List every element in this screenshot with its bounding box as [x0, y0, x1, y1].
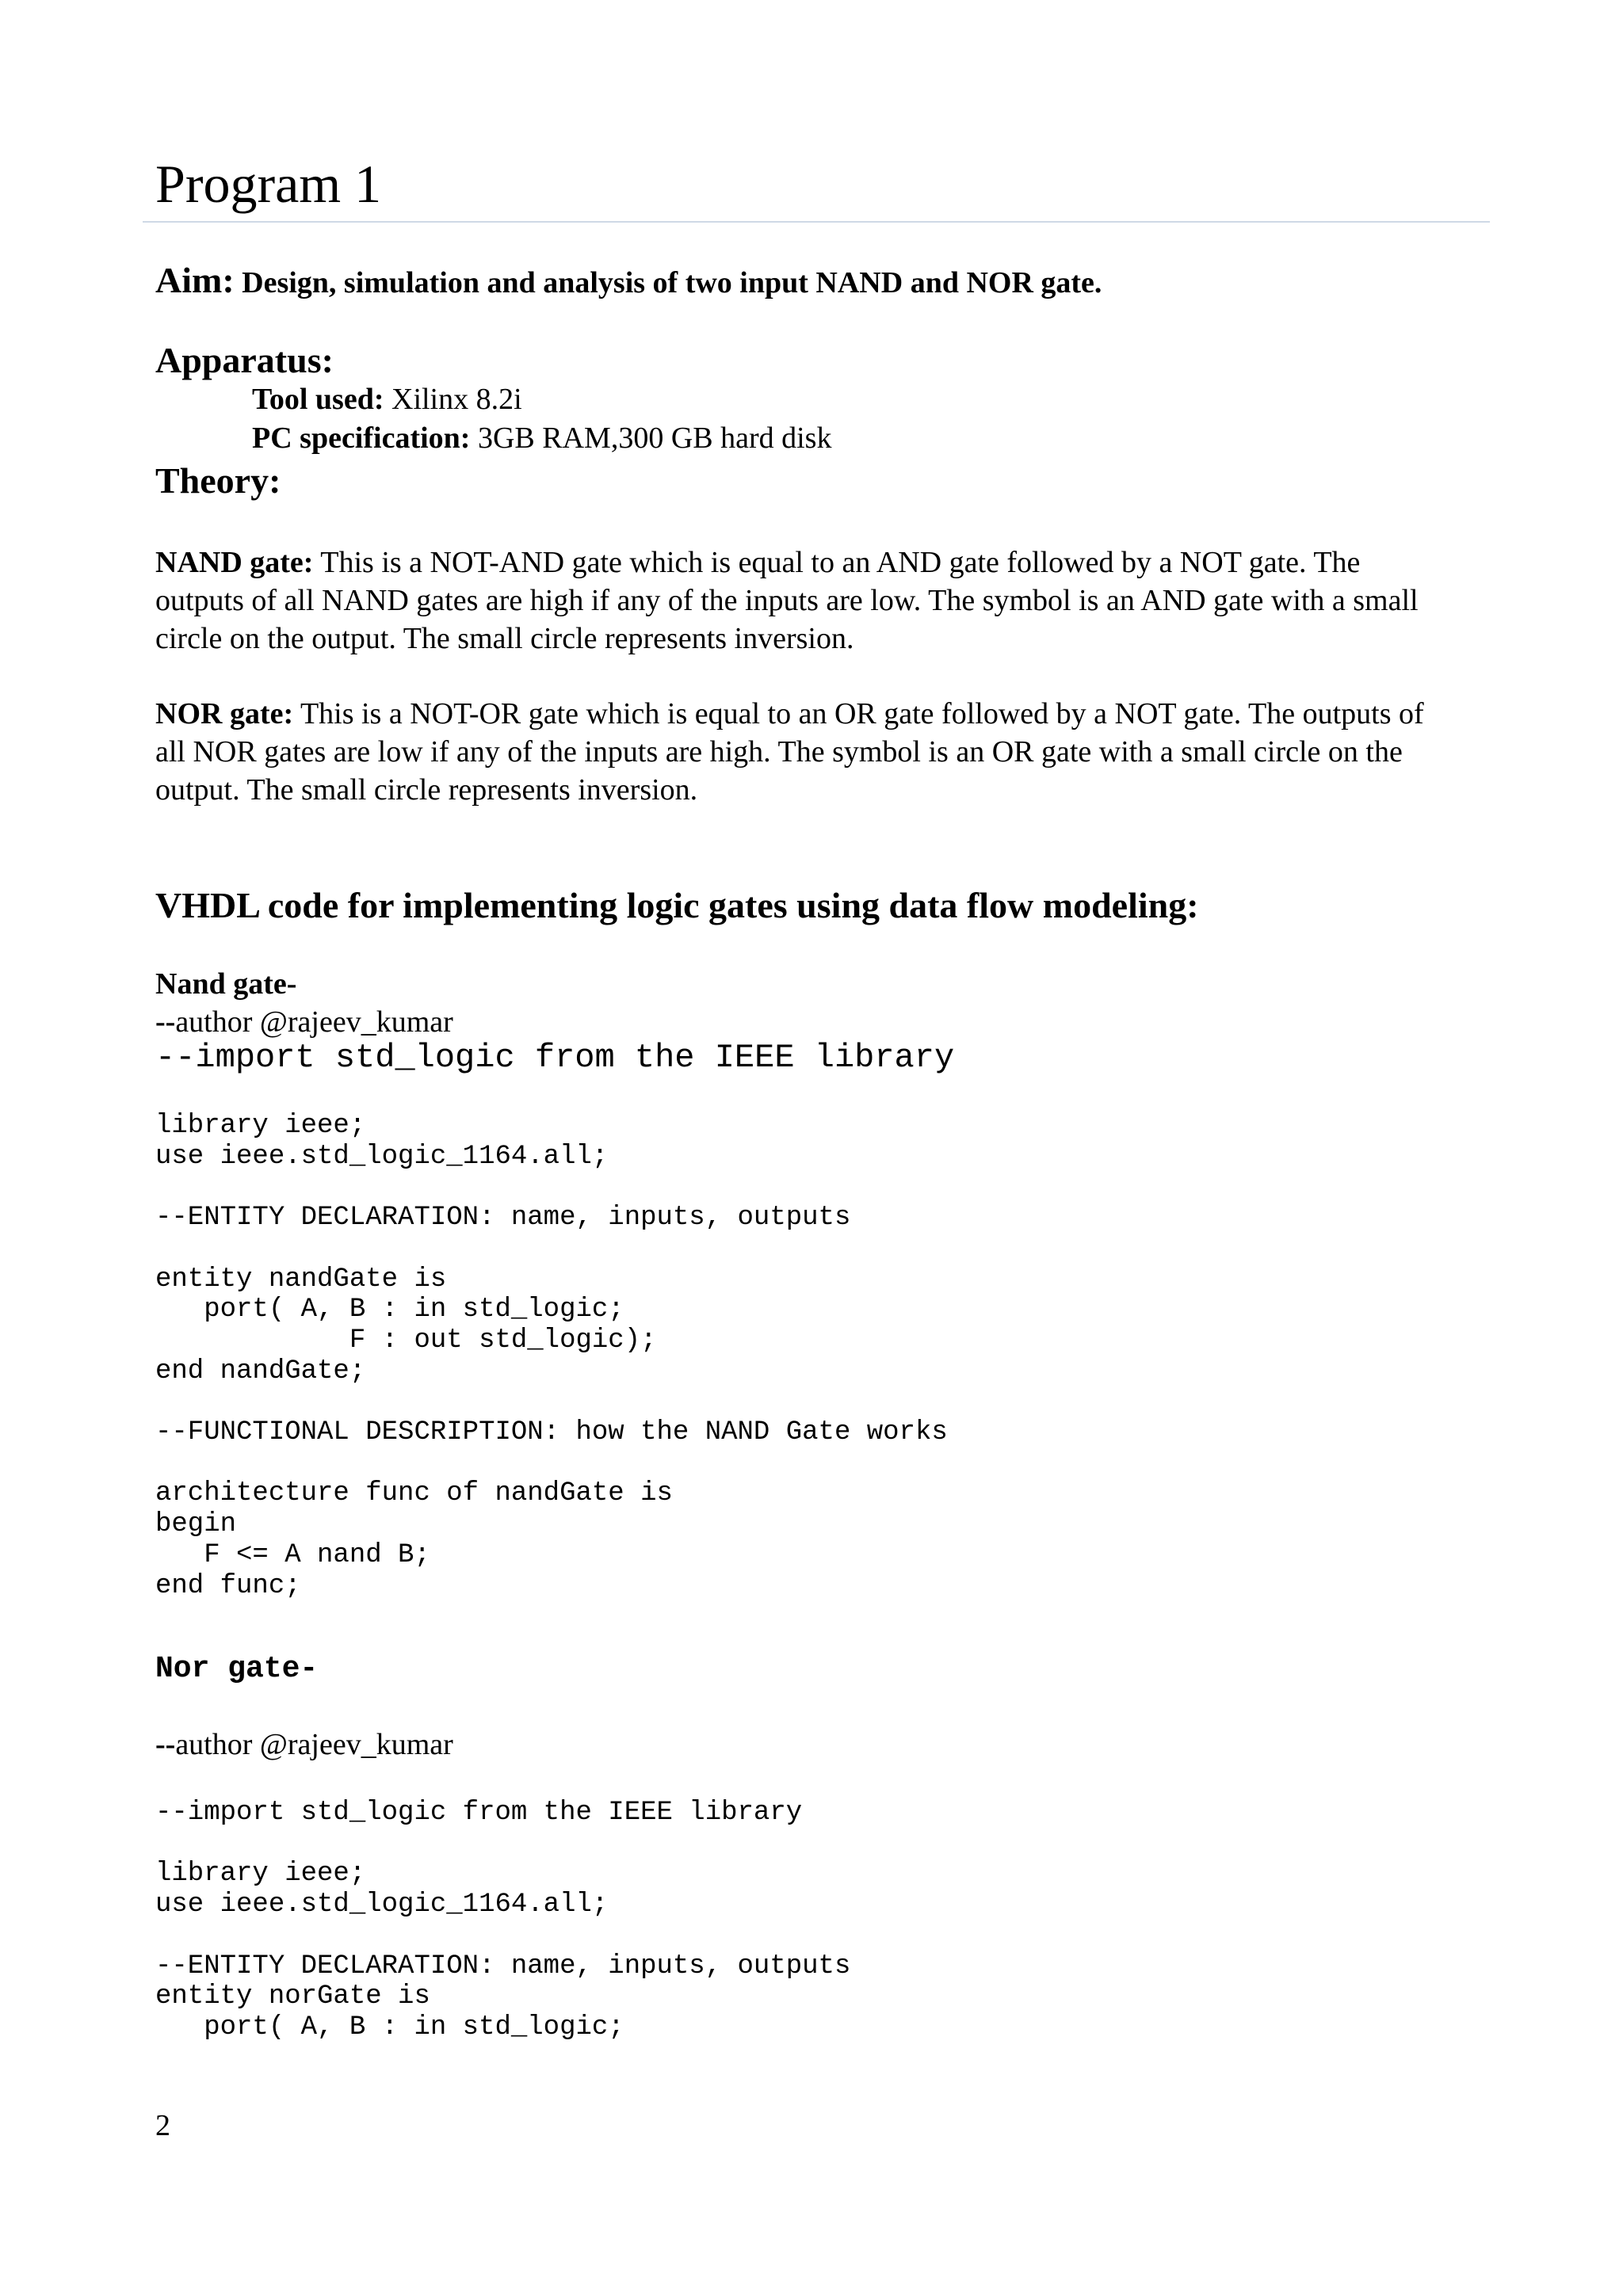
aim-text: Design, simulation and analysis of two input NAND and NOR gate. — [234, 266, 1102, 299]
tool-used-value: Xilinx 8.2i — [384, 383, 522, 416]
nor-author-line — [155, 1726, 453, 1764]
nand-code-block: library ieee; use ieee.std_logic_1164.all; --ENTITY DECLARATION: name, inputs, outputs entity nandGate is port( A, B : in std_logic; F : out std_logic); end nandGate; --FUNCTIONAL DESCRIPTION: how the NAND Gate works architecture func of nandGate is begin F <= A nand B; end func; — [155, 1111, 948, 1601]
tool-used-line — [252, 380, 522, 418]
nand-author: author @rajeev_kumar — [175, 1005, 453, 1039]
apparatus-heading: Apparatus: — [155, 340, 334, 380]
title-divider — [143, 221, 1490, 223]
nor-author-prefix: -- — [155, 1728, 176, 1761]
nand-author-line — [155, 1003, 453, 1041]
nand-paragraph — [155, 543, 1455, 658]
pc-spec-label: PC specification: — [252, 421, 471, 455]
nand-label: NAND gate: — [155, 546, 314, 579]
aim-line — [155, 258, 1102, 311]
page-title: Program 1 — [155, 154, 382, 214]
nand-gate-heading: Nand gate- — [155, 967, 297, 1001]
nor-author: author @rajeev_kumar — [175, 1728, 453, 1761]
nor-paragraph — [155, 695, 1455, 809]
tool-used-label: Tool used: — [252, 383, 384, 416]
nand-import-comment: --import std_logic from the IEEE library — [155, 1039, 955, 1077]
pc-spec-line — [252, 419, 831, 457]
theory-heading: Theory: — [155, 460, 281, 501]
vhdl-section-heading: VHDL code for implementing logic gates using data flow modeling: — [155, 885, 1199, 925]
nand-text: This is a NOT-AND gate which is equal to an AND gate followed by a NOT gate. The outputs of all NAND gates are high if any of the inputs are low. The symbol is an AND gate with a small circle on the output. The small circle represents inversion. — [155, 546, 1419, 655]
nor-code-block: --import std_logic from the IEEE library library ieee; use ieee.std_logic_1164.all; --ENTITY DECLARATION: name, inputs, outputs entity norGate is port( A, B : in std_logic; — [155, 1798, 851, 2042]
nor-text: This is a NOT-OR gate which is equal to an OR gate followed by a NOT gate. The outputs of all NOR gates are low if any of the inputs are high. The symbol is an OR gate with a small circle on the output. The small circle represents inversion. — [155, 697, 1424, 807]
page-number: 2 — [155, 2109, 170, 2142]
nor-gate-heading: Nor gate- — [155, 1652, 319, 1686]
nor-label: NOR gate: — [155, 697, 294, 730]
aim-label: Aim: — [155, 260, 235, 300]
pc-spec-value: 3GB RAM,300 GB hard disk — [470, 421, 832, 455]
nand-author-prefix: -- — [155, 1005, 176, 1039]
